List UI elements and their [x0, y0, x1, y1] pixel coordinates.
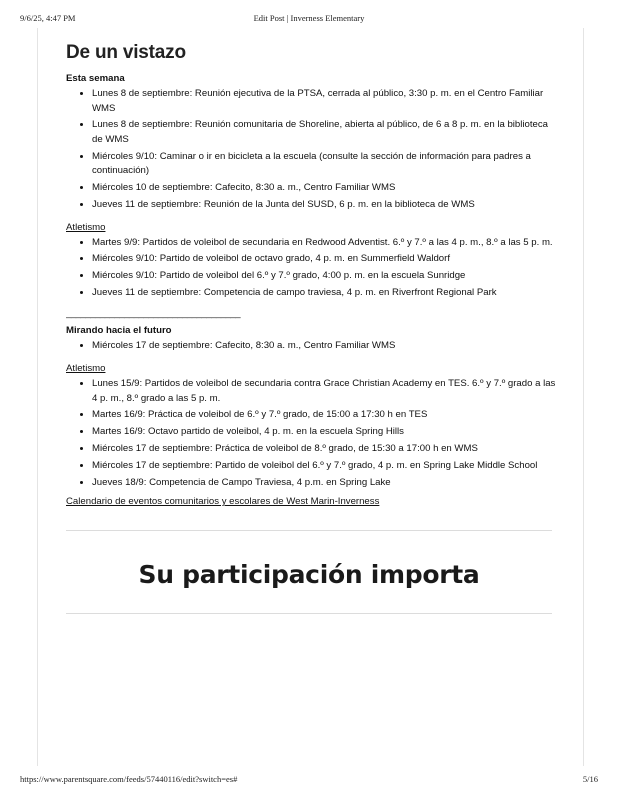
list-item: • Miércoles 9/10: Caminar o ir en bicicleta a la escuela (consulte la sección de información para padres a continuación)	[92, 149, 556, 179]
print-url: https://www.parentsquare.com/feeds/57440116/edit?switch=es#	[20, 774, 238, 784]
calendar-link[interactable]: Calendario de eventos comunitarios y escolares de West Marin-Inverness	[66, 496, 380, 508]
page-number: 5/16	[582, 774, 598, 784]
section-title: De un vistazo	[66, 42, 186, 63]
text-divider: ____________________________________	[66, 308, 241, 320]
print-footer	[20, 774, 598, 786]
section-divider-top	[66, 530, 552, 531]
athletics-heading[interactable]: Atletismo	[66, 221, 106, 233]
print-header	[20, 13, 598, 25]
this-week-list	[66, 86, 556, 213]
print-page-title: Edit Post | Inverness Elementary	[253, 13, 365, 23]
looking-ahead-list	[66, 338, 556, 354]
athletics-list-2	[66, 376, 556, 490]
section-divider-bottom	[66, 613, 552, 614]
list-item: • Martes 9/9: Partidos de voleibol de secundaria en Redwood Adventist. 6.º y 7.º a las 4 p. m., 8.º a las 5 p. m.	[92, 235, 556, 251]
glance-section	[66, 42, 556, 509]
list-item: • Miércoles 17 de septiembre: Cafecito, 8:30 a. m., Centro Familiar WMS	[92, 338, 556, 354]
looking-ahead-heading: Mirando hacia el futuro	[66, 325, 172, 337]
list-item: • Miércoles 9/10: Partido de voleibol del 6.º y 7.º grado, 4:00 p. m. en la escuela Sunridge	[92, 268, 556, 284]
list-item: • Lunes 8 de septiembre: Reunión ejecutiva de la PTSA, cerrada al público, 3:30 p. m. en el Centro Familiar WMS	[92, 86, 556, 116]
list-item: • Jueves 18/9: Competencia de Campo Traviesa, 4 p.m. en Spring Lake	[92, 475, 556, 491]
print-timestamp: 9/6/25, 4:47 PM	[20, 13, 76, 23]
athletics-heading-2[interactable]: Atletismo	[66, 363, 106, 375]
list-item: • Miércoles 17 de septiembre: Práctica de voleibol de 8.º grado, de 15:30 a 17:00 h en WMS	[92, 441, 556, 457]
athletics-list	[66, 235, 556, 301]
this-week-heading: Esta semana	[66, 73, 125, 84]
list-item: • Miércoles 9/10: Partido de voleibol de octavo grado, 4 p. m. en Summerfield Waldorf	[92, 251, 556, 267]
list-item: • Miércoles 17 de septiembre: Partido de voleibol del 6.º y 7.º grado, 4 p. m. en Spring Lake Middle School	[92, 458, 556, 474]
list-item: • Lunes 8 de septiembre: Reunión comunitaria de Shoreline, abierta al público, de 6 a 8 p. m. en la biblioteca de WMS	[92, 117, 556, 147]
list-item: • Martes 16/9: Práctica de voleibol de 6.º y 7.º grado, de 15:00 a 17:30 h en TES	[92, 407, 556, 423]
list-item: • Jueves 11 de septiembre: Reunión de la Junta del SUSD, 6 p. m. en la biblioteca de WMS	[92, 197, 556, 213]
list-item: • Lunes 15/9: Partidos de voleibol de secundaria contra Grace Christian Academy en TES. 6.º y 7.º grado a las 4 p. m., 8.º grado a las 5 p. m.	[92, 376, 556, 406]
left-border	[37, 28, 38, 766]
list-item: • Martes 16/9: Octavo partido de voleibol, 4 p. m. en la escuela Spring Hills	[92, 424, 556, 440]
right-border	[583, 28, 584, 766]
participation-title: Su participación importa	[138, 560, 480, 589]
list-item: • Jueves 11 de septiembre: Competencia de campo traviesa, 4 p. m. en Riverfront Regional Park	[92, 285, 556, 301]
list-item: • Miércoles 10 de septiembre: Cafecito, 8:30 a. m., Centro Familiar WMS	[92, 180, 556, 196]
